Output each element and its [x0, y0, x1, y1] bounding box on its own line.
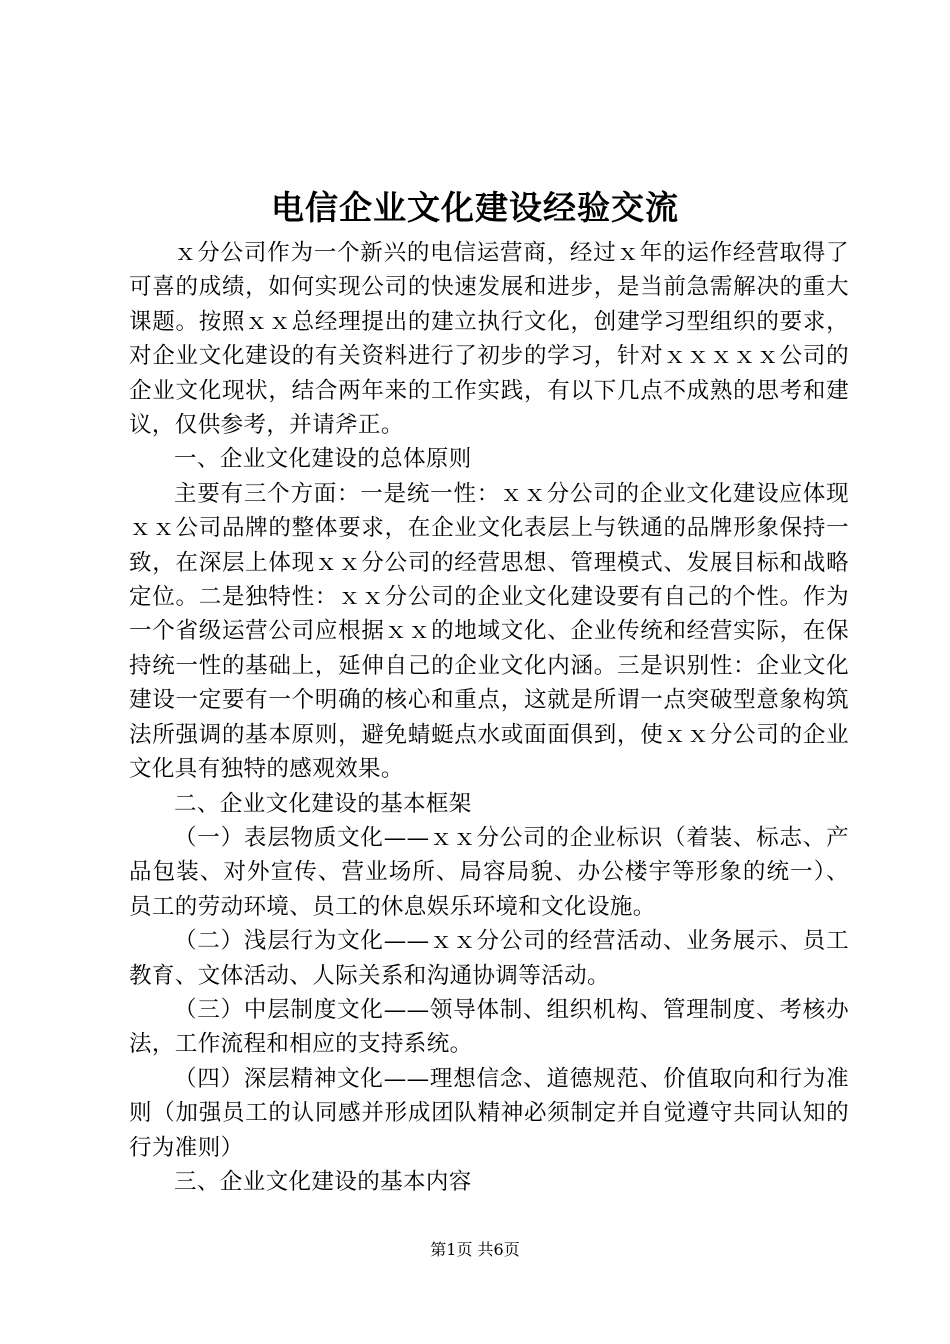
document-body [129, 236, 849, 1199]
framework-item-3: （三）中层制度文化——领导体制、组织机构、管理制度、考核办法，工作流程和相应的支持系统。 [129, 996, 849, 1058]
framework-item-1: （一）表层物质文化——ｘｘ分公司的企业标识（着装、标志、产品包装、对外宣传、营业场所、局容局貌、办公楼宇等形象的统一）、员工的劳动环境、员工的休息娱乐环境和文化设施。 [129, 824, 849, 920]
section-heading-3: 三、企业文化建设的基本内容 [174, 1168, 472, 1195]
framework-item-2: （二）浅层行为文化——ｘｘ分公司的经营活动、业务展示、员工教育、文体活动、人际关系和沟通协调等活动。 [129, 928, 849, 989]
section-heading-2: 二、企业文化建设的基本框架 [174, 790, 472, 817]
framework-item-4: （四）深层精神文化——理想信念、道德规范、价值取向和行为准则（加强员工的认同感并形成团队精神必须制定并自觉遵守共同认知的行为准则） [129, 1065, 849, 1161]
page-number-footer: 第1页 共6页 [430, 1240, 520, 1259]
principles-paragraph: 主要有三个方面：一是统一性：ｘｘ分公司的企业文化建设应体现ｘｘ公司品牌的整体要求，在企业文化表层上与铁通的品牌形象保持一致，在深层上体现ｘｘ分公司的经营思想、管理模式、发展目标和战略定位。二是独特性：ｘｘ分公司的企业文化建设要有自己的个性。作为一个省级运营公司应根据ｘｘ的地域文化、企业传统和经营实际，在保持统一性的基础上，延伸自己的企业文化内涵。三是识别性：企业文化建设一定要有一个明确的核心和重点，这就是所谓一点突破型意象构筑法所强调的基本原则，避免蜻蜓点水或面面俱到，使ｘｘ分公司的企业文化具有独特的感观效果。 [129, 480, 849, 783]
section-heading-1: 一、企业文化建设的总体原则 [174, 446, 472, 473]
document-title: 电信企业文化建设经验交流 [271, 188, 679, 227]
intro-paragraph: ｘ分公司作为一个新兴的电信运营商，经过ｘ年的运作经营取得了可喜的成绩，如何实现公司的快速发展和进步，是当前急需解决的重大课题。按照ｘｘ总经理提出的建立执行文化，创建学习型组织的要求，对企业文化建设的有关资料进行了初步的学习，针对ｘｘｘｘｘ公司的企业文化现状，结合两年来的工作实践，有以下几点不成熟的思考和建议，仅供参考，并请斧正。 [129, 240, 849, 439]
